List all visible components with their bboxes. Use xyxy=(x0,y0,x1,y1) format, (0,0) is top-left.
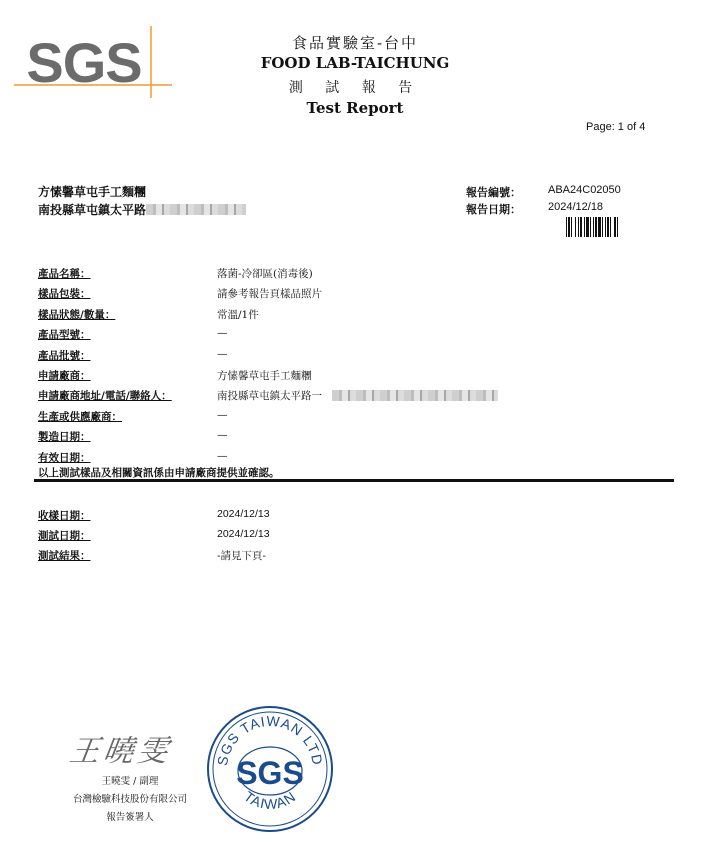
client-name: 方愫馨草屯手工麵糰 xyxy=(38,185,147,199)
field-label: 申請廠商： xyxy=(38,370,91,382)
redaction-mask xyxy=(332,390,498,401)
barcode xyxy=(566,217,666,237)
logo-text: SGS xyxy=(26,31,142,94)
redaction-mask xyxy=(146,204,246,215)
signer-role: 報告簽署人 xyxy=(106,812,154,823)
field-value: 落菌-冷卻區(消毒後) xyxy=(217,268,313,280)
field-value: 方愫馨草屯手工麵糰 xyxy=(217,370,312,382)
disclaimer-note: 以上測試樣品及相關資訊係由申請廠商提供並確認。 xyxy=(38,467,280,479)
field-value: — xyxy=(217,327,228,339)
sgs-logo xyxy=(14,26,172,98)
sgs-seal-stamp xyxy=(205,704,335,834)
receipt-value: 2024/12/13 xyxy=(217,528,270,540)
report-date-value: 2024/12/18 xyxy=(548,201,604,213)
report-title-en: Test Report xyxy=(306,99,404,117)
report-number-value: ABA24C02050 xyxy=(548,184,621,196)
field-label: 製造日期： xyxy=(38,431,91,443)
field-label: 產品型號： xyxy=(38,329,91,341)
field-label: 生產或供應廠商： xyxy=(38,411,122,423)
seal-top-text: SGS TAIWAN LTD xyxy=(213,712,327,767)
field-value: — xyxy=(217,450,228,462)
signer-company: 台灣檢驗科技股份有限公司 xyxy=(72,794,187,805)
client-address xyxy=(38,201,246,218)
handwritten-signature: 王曉雯 xyxy=(67,734,174,769)
field-value: 常溫/1件 xyxy=(217,309,259,321)
field-value: — xyxy=(217,429,228,441)
field-label: 申請廠商地址/電話/聯絡人： xyxy=(38,390,172,402)
signer-name: 王曉雯 / 副理 xyxy=(101,776,159,787)
field-value: — xyxy=(217,409,228,421)
page-number: Page: 1 of 4 xyxy=(586,121,646,133)
receipt-value: -請見下頁- xyxy=(217,550,266,562)
svg-text:TAIWAN xyxy=(241,788,299,812)
client-address-text: 南投縣草屯鎮太平路 xyxy=(38,203,147,217)
field-value: 請參考報告頁樣品照片 xyxy=(217,288,322,300)
divider xyxy=(34,479,674,482)
field-label: 產品名稱： xyxy=(38,268,91,280)
seal-bottom-text: TAIWAN xyxy=(241,787,299,812)
report-number-label: 報告編號： xyxy=(466,186,521,199)
receipt-label: 測試結果： xyxy=(38,550,91,562)
field-value: 南投縣草屯鎮太平路一 xyxy=(217,390,322,402)
report-title-zh: 測 試 報 告 xyxy=(288,80,422,96)
field-label: 樣品包裝： xyxy=(38,288,91,300)
lab-title-en: FOOD LAB-TAICHUNG xyxy=(260,54,450,72)
receipt-label: 測試日期： xyxy=(38,530,91,542)
receipt-value: 2024/12/13 xyxy=(217,508,270,520)
field-label: 產品批號： xyxy=(38,350,91,362)
seal-center-text: SGS xyxy=(236,755,304,791)
field-value: — xyxy=(217,348,228,360)
lab-title-zh: 食品實驗室-台中 xyxy=(291,34,419,52)
receipt-label: 收樣日期： xyxy=(38,510,91,522)
field-label: 樣品狀態/數量： xyxy=(38,309,116,321)
field-label: 有效日期： xyxy=(38,452,91,464)
report-date-label: 報告日期： xyxy=(466,203,521,216)
